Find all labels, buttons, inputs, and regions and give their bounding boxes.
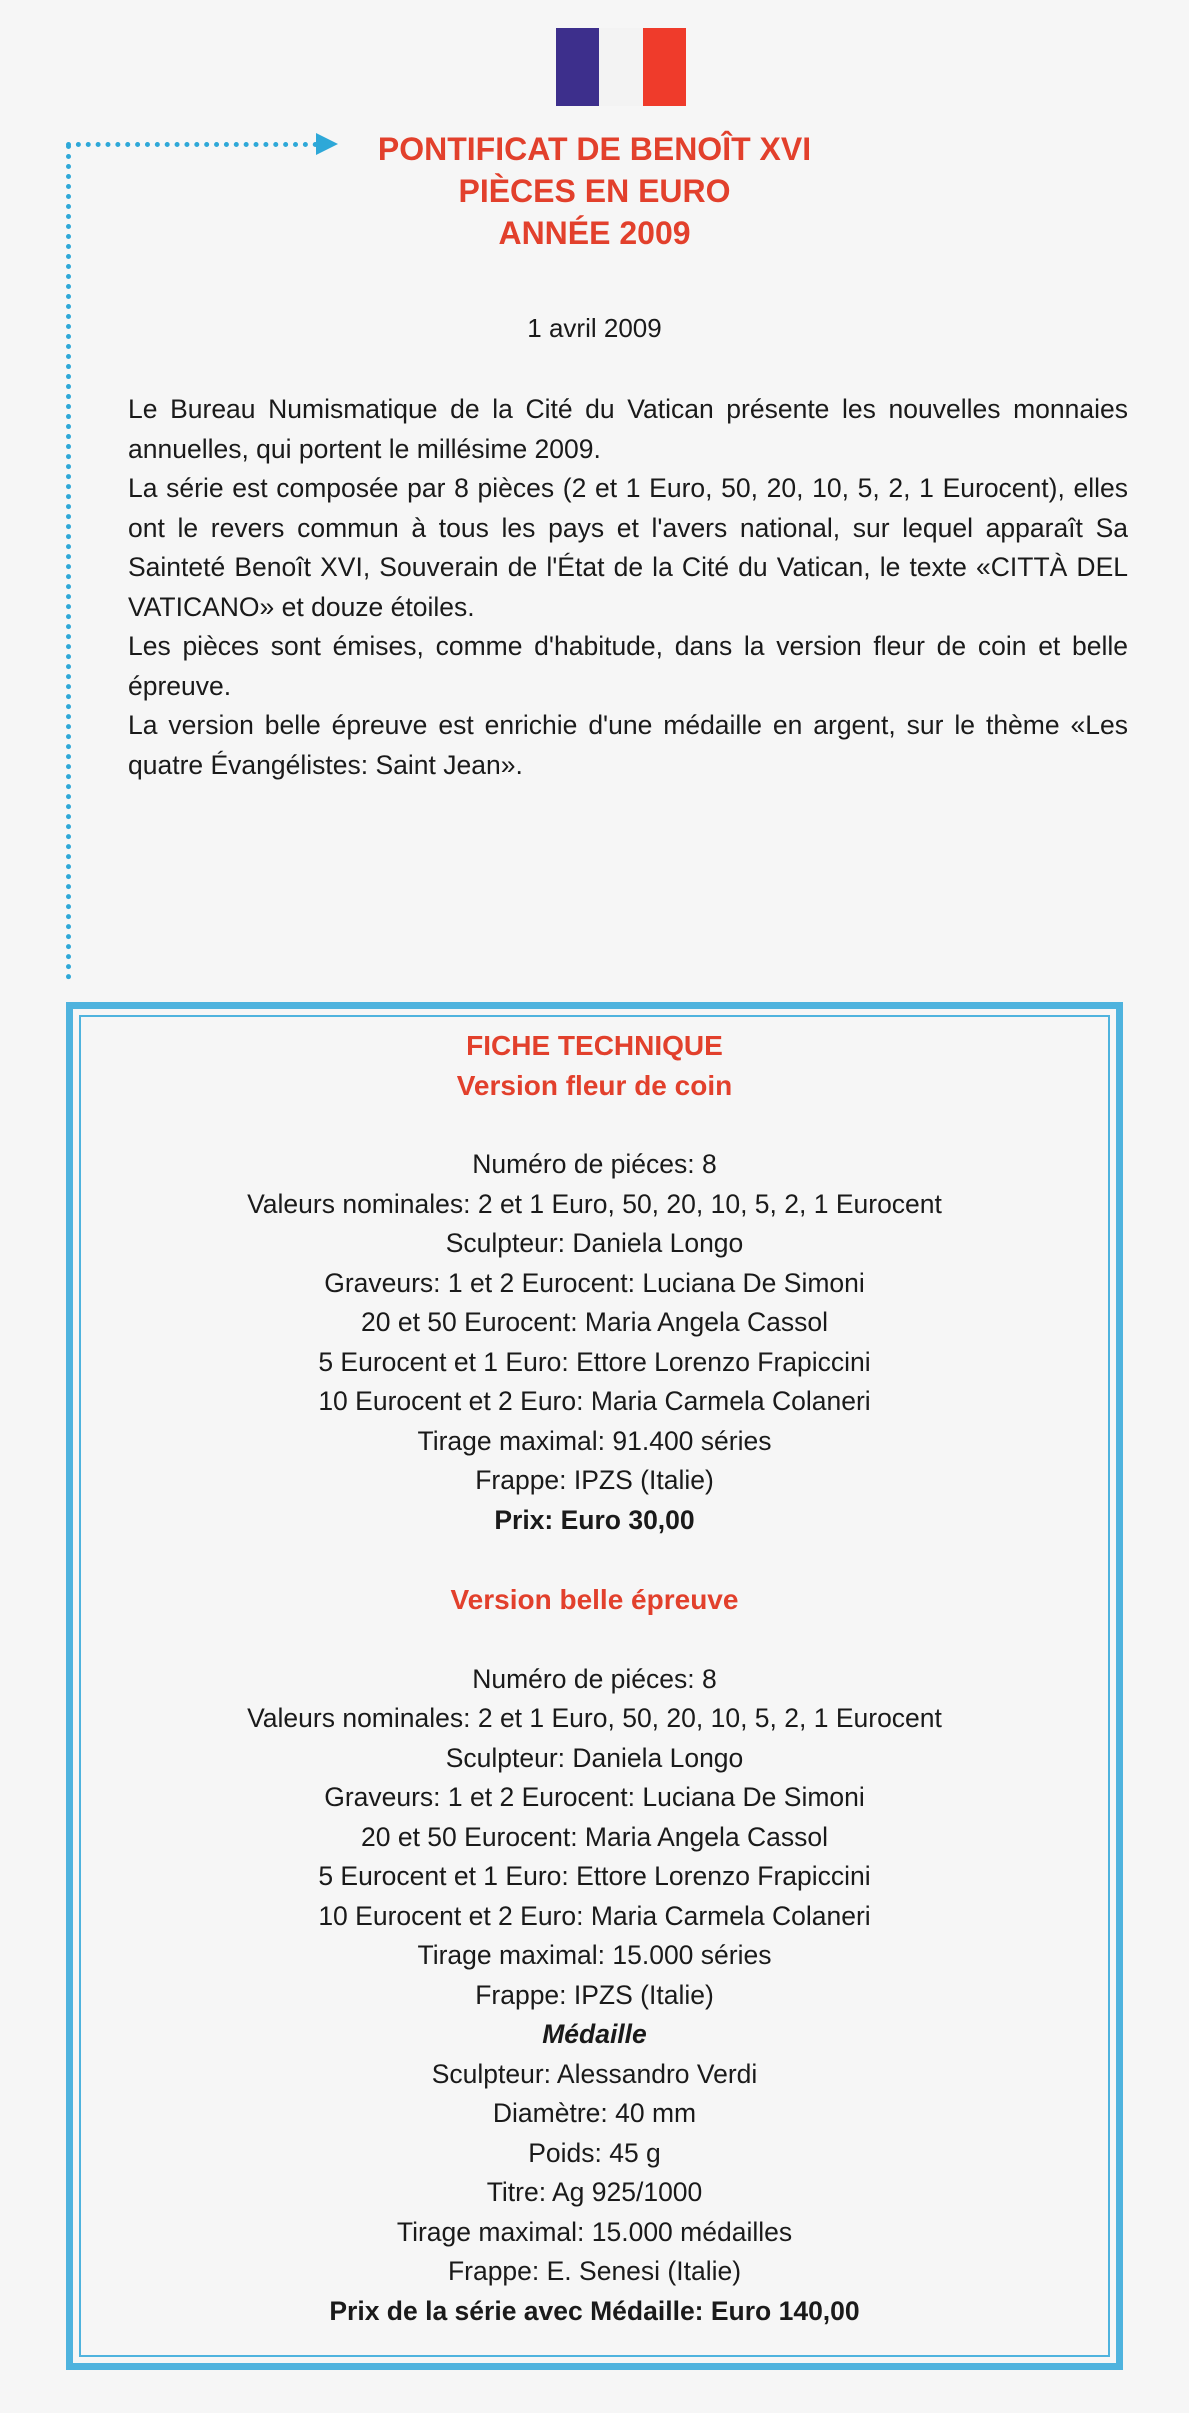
- publication-date: 1 avril 2009: [527, 313, 662, 343]
- fdc-line: 5 Eurocent et 1 Euro: Ettore Lorenzo Frapiccini: [318, 1346, 871, 1377]
- medal-line: Frappe: E. Senesi (Italie): [447, 2256, 742, 2286]
- fdc-line: Frappe: IPZS (Italie): [475, 1465, 714, 1495]
- fdc-line: Valeurs nominales: 2 et 1 Euro, 50, 20, 10, 5, 2, 1 Eurocent: [247, 1188, 942, 1219]
- be-line: 20 et 50 Eurocent: Maria Angela Cassol: [361, 1821, 828, 1852]
- medal-line: Diamètre: 40 mm: [492, 2098, 697, 2128]
- dotted-line-vertical: [66, 144, 71, 980]
- medal-line: Tirage maximal: 15.000 médailles: [396, 2216, 793, 2247]
- be-line: Frappe: IPZS (Italie): [475, 1979, 714, 2010]
- fdc-line: 10 Eurocent et 2 Euro: Maria Carmela Colaneri: [318, 1386, 871, 1416]
- be-line: Sculpteur: Daniela Longo: [445, 1742, 744, 1773]
- medal-line: Titre: Ag 925/1000: [486, 2177, 703, 2207]
- be-line: 5 Eurocent et 1 Euro: Ettore Lorenzo Frapiccini: [318, 1861, 871, 1891]
- page-title: [0, 128, 1189, 254]
- intro-paragraph-3: Les pièces sont émises, comme d'habitude, dans la version fleur de coin et belle épreuve.: [128, 631, 1128, 701]
- be-line: Numéro de piéces: 8: [472, 1663, 717, 1694]
- flag-stripe-red: [643, 28, 686, 106]
- fdc-line: Sculpteur: Daniela Longo: [445, 1228, 744, 1258]
- title-line-1: PONTIFICAT DE BENOÎT XVI: [377, 131, 812, 167]
- fdc-line: Numéro de piéces: 8: [472, 1149, 717, 1179]
- technical-sheet: [0, 1026, 1189, 2331]
- intro-paragraph-1: Le Bureau Numismatique de la Cité du Vatican présente les nouvelles monnaies annuelles, qui portent le millésime 2009.: [128, 394, 1128, 464]
- title-line-3: ANNÉE 2009: [498, 215, 691, 251]
- flag-stripe-blue: [556, 28, 599, 106]
- be-line: 10 Eurocent et 2 Euro: Maria Carmela Colaneri: [318, 1900, 871, 1931]
- be-heading: Version belle épreuve: [450, 1584, 739, 1615]
- fdc-line: 20 et 50 Eurocent: Maria Angela Cassol: [361, 1307, 828, 1337]
- intro-text: [128, 390, 1128, 785]
- title-line-2: PIÈCES EN EURO: [458, 173, 731, 209]
- medal-line: Sculpteur: Alessandro Verdi: [431, 2058, 758, 2089]
- fdc-line: Tirage maximal: 91.400 séries: [417, 1425, 772, 1456]
- be-line: Graveurs: 1 et 2 Eurocent: Luciana De Simoni: [324, 1782, 865, 1812]
- be-line: Tirage maximal: 15.000 séries: [417, 1940, 772, 1970]
- intro-paragraph-2: La série est composée par 8 pièces (2 et 1 Euro, 50, 20, 10, 5, 2, 1 Eurocent), elles ont le revers commun à tous les pays et l'avers national, sur lequel apparaît Sa Sainteté Benoît XVI, Souverain de l'État de la Cité du Vatican, le texte «CITTÀ DEL VATICANO» et douze étoiles.: [128, 473, 1128, 622]
- intro-paragraph-4: La version belle épreuve est enrichie d'une médaille en argent, sur le thème «Les quatre Évangélistes: Saint Jean».: [128, 710, 1128, 780]
- medal-heading: Médaille: [542, 2019, 647, 2049]
- be-line: Valeurs nominales: 2 et 1 Euro, 50, 20, 10, 5, 2, 1 Eurocent: [247, 1703, 942, 1733]
- flag-stripe-white: [599, 28, 642, 106]
- fdc-line: Graveurs: 1 et 2 Eurocent: Luciana De Simoni: [324, 1267, 865, 1298]
- fdc-price: Prix: Euro 30,00: [494, 1504, 695, 1535]
- fdc-heading: Version fleur de coin: [456, 1069, 733, 1101]
- french-flag-icon: [556, 28, 686, 106]
- fiche-heading: FICHE TECHNIQUE: [466, 1030, 723, 1061]
- be-price: Prix de la série avec Médaille: Euro 140,00: [329, 2295, 860, 2326]
- medal-line: Poids: 45 g: [528, 2137, 661, 2168]
